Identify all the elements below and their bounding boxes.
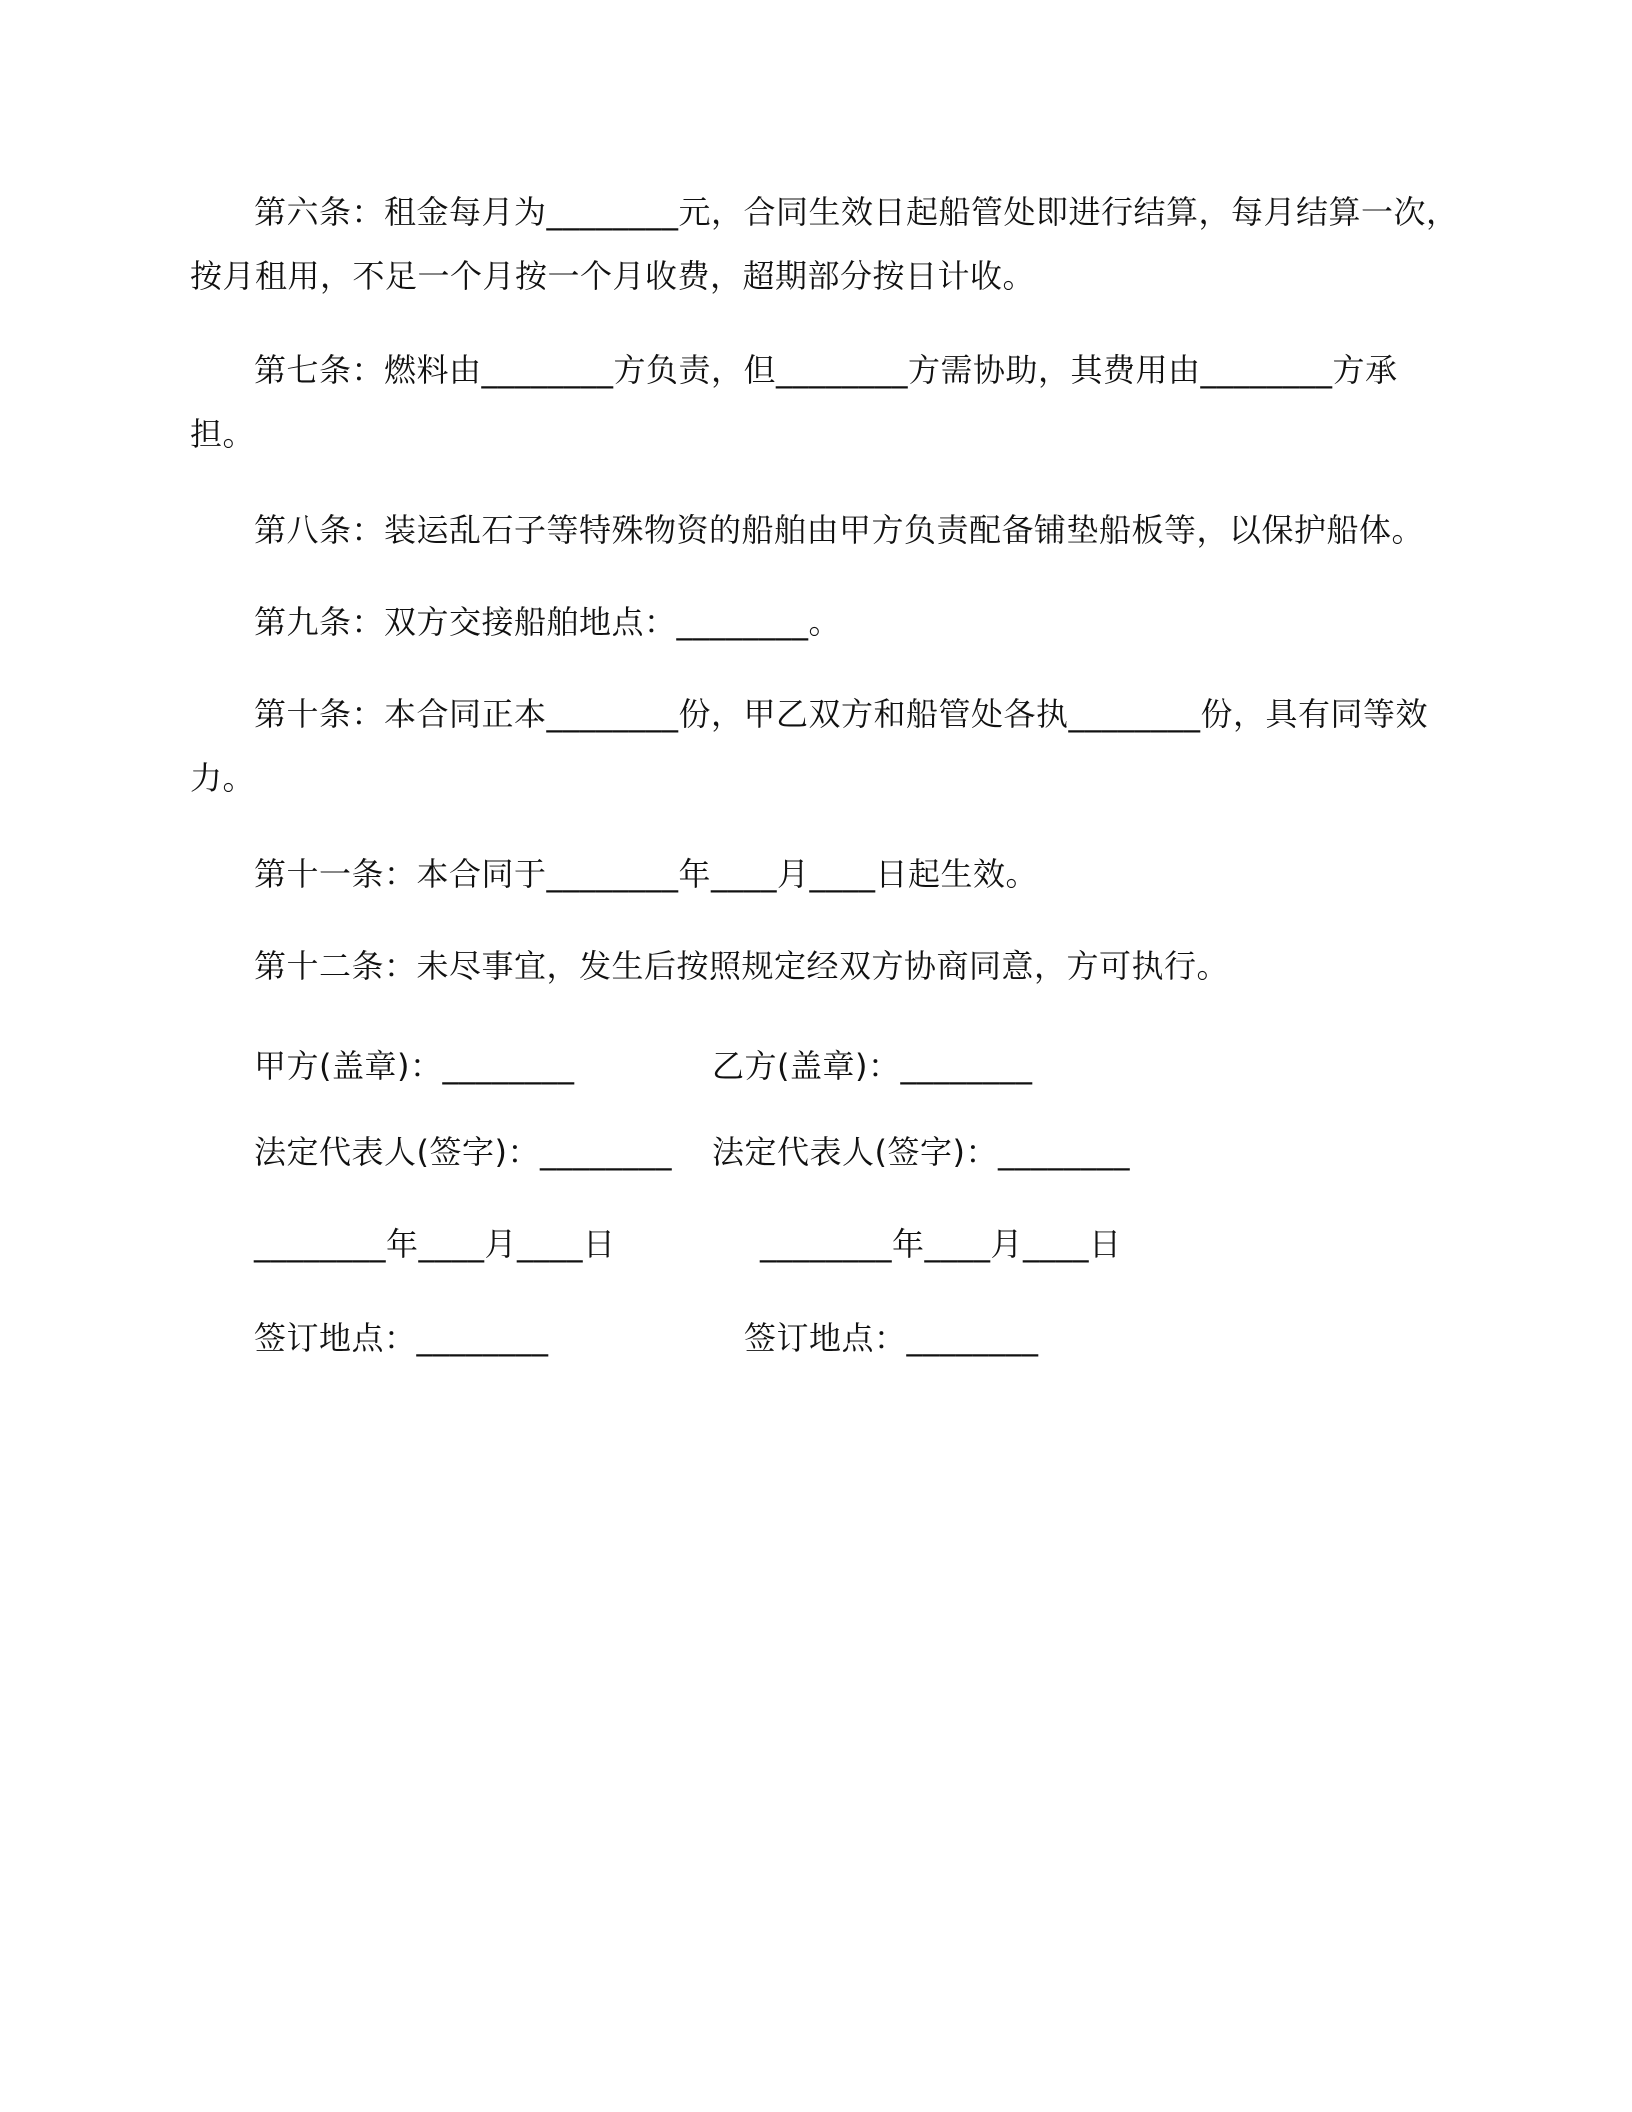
article-6-line-2: 按月租用，不足一个月按一个月收费，超期部分按日计收。 <box>190 257 1036 295</box>
article-10 <box>190 682 1430 810</box>
article-6-line-1: 第六条：租金每月为________元，合同生效日起船管处即进行结算，每月结算一次， <box>254 193 1459 231</box>
article-6 <box>190 180 1459 308</box>
party-a-date: ________年____月____日 <box>254 1225 616 1263</box>
article-12 <box>190 934 1430 998</box>
article-8 <box>190 498 1430 562</box>
party-b-date: ________年____月____日 <box>760 1225 1122 1263</box>
article-7 <box>190 338 1430 466</box>
article-7-line-1: 第七条：燃料由________方负责，但________方需协助，其费用由________方承 <box>254 351 1398 389</box>
article-11-line-1: 第十一条：本合同于________年____月____日起生效。 <box>254 855 1039 893</box>
article-11 <box>190 842 1430 906</box>
article-9 <box>190 590 1430 654</box>
article-10-line-1: 第十条：本合同正本________份，甲乙双方和船管处各执________份，具有同等效 <box>254 695 1429 733</box>
party-b-signing-place: 签订地点：________ <box>744 1319 1039 1357</box>
party-b-seal: 乙方(盖章)：________ <box>712 1047 1033 1085</box>
article-10-line-2: 力。 <box>190 759 256 797</box>
party-a-seal: 甲方(盖章)：________ <box>254 1047 575 1085</box>
article-7-line-2: 担。 <box>190 415 256 453</box>
party-b-representative: 法定代表人(签字)：________ <box>712 1133 1130 1171</box>
party-a-representative: 法定代表人(签字)：________ <box>254 1133 672 1171</box>
article-12-line-1: 第十二条：未尽事宜，发生后按照规定经双方协商同意，方可执行。 <box>254 947 1230 985</box>
article-9-line-1: 第九条：双方交接船舶地点：________。 <box>254 603 842 641</box>
party-a-signing-place: 签订地点：________ <box>254 1319 549 1357</box>
article-8-line-1: 第八条：装运乱石子等特殊物资的船舶由甲方负责配备铺垫船板等，以保护船体。 <box>254 511 1425 549</box>
